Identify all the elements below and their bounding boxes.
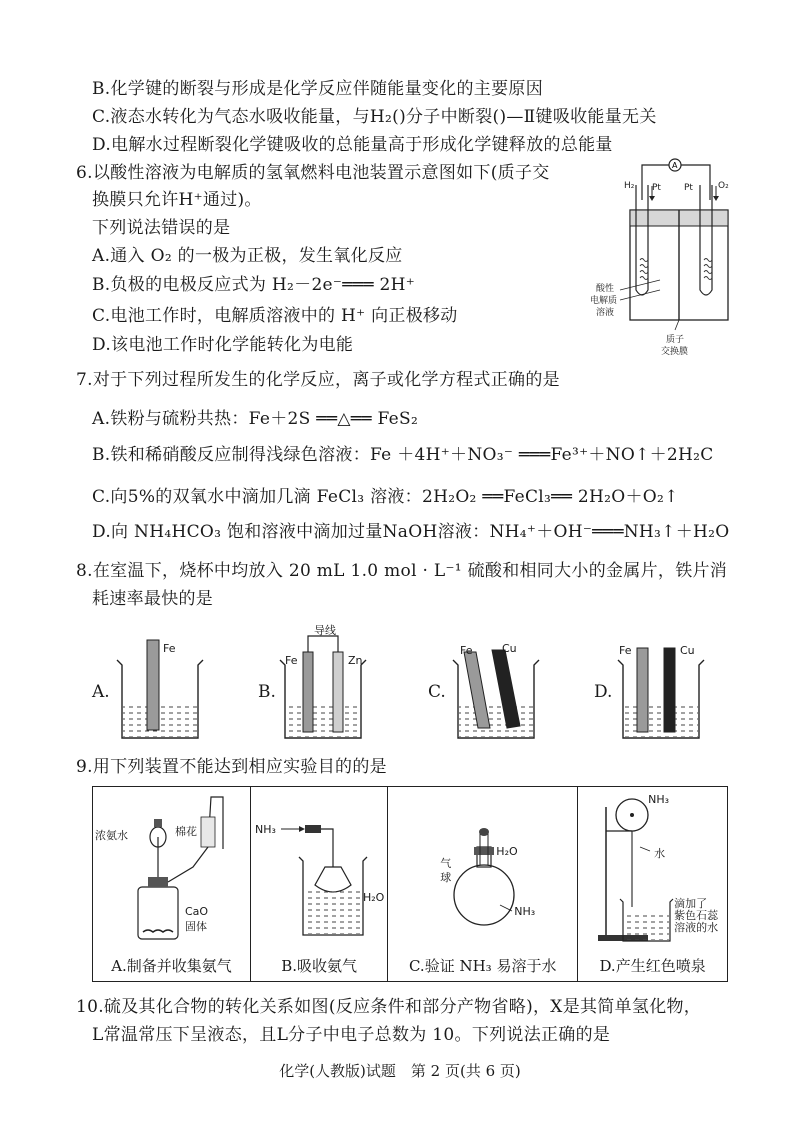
beaker-b-label: B.	[258, 682, 276, 702]
q9-cell-c	[388, 787, 578, 982]
beaker-b-fe-label: Fe	[285, 654, 298, 667]
fig-a-cotton-label: 棉花	[175, 825, 197, 838]
fig-a-ammonia-label: 浓氨水	[95, 829, 128, 842]
fuel-cell-pt-right-label: Pt	[684, 183, 693, 193]
caption-a: A.制备并收集氨气	[111, 957, 232, 975]
fuel-cell-pt-left-label: Pt	[652, 183, 661, 193]
q7-stem: 7.对于下列过程所发生的化学反应，离子或化学方程式正确的是	[76, 370, 560, 390]
beaker-c-cu-label: Cu	[502, 642, 517, 655]
q6-option-b: B.负极的电极反应式为 H₂－2e⁻═══ 2H⁺	[92, 275, 416, 295]
q5-option-d: D.电解水过程断裂化学键吸收的总能量高于形成化学键释放的总能量	[92, 135, 613, 155]
fig-c-nh3-label: NH₃	[514, 905, 536, 918]
fuel-cell-membrane-label-2: 交换膜	[661, 347, 689, 357]
q7-option-a: A.铁粉与硫粉共热：Fe＋2S ══△══ FeS₂	[92, 409, 419, 429]
fig-c-water-label: H₂O	[496, 845, 518, 858]
beaker-d-fe-label: Fe	[619, 644, 632, 657]
q9-cell-a	[93, 787, 251, 982]
fig-d-nh3-label: NH₃	[648, 793, 670, 806]
fuel-cell-diagram	[560, 150, 740, 350]
fig-c-balloon-label-1: 气	[440, 857, 452, 870]
q7-option-c: C.向5%的双氧水中滴加几滴 FeCl₃ 溶液：2H₂O₂ ══FeCl₃══ 2H₂O＋O₂↑	[92, 487, 679, 507]
q9-cell-b	[250, 787, 387, 982]
beaker-d-label: D.	[594, 682, 613, 702]
q7-option-d: D.向 NH₄HCO₃ 饱和溶液中滴加过量NaOH溶液：NH₄⁺＋OH⁻═══NH₃↑＋H₂O	[92, 522, 730, 542]
apparatus-b-drawing	[251, 787, 389, 951]
q9-cell-d	[578, 787, 728, 982]
q10-stem-line1: 10.硫及其化合物的转化关系如图(反应条件和部分产物省略)，X是其简单氢化物，	[76, 997, 702, 1017]
fig-a-solid-label: 固体	[185, 920, 207, 933]
fig-d-litmus-label-3: 溶液的水	[674, 921, 719, 934]
q10-stem-line2: L常温常压下呈液态，且L分子中电子总数为 10。下列说法正确的是	[92, 1025, 611, 1045]
page-footer: 化学(人教版)试题 第 2 页(共 6 页)	[279, 1062, 521, 1080]
fuel-cell-electrolyte-label-1: 酸性	[596, 284, 615, 294]
fuel-cell-o2-label: O₂	[718, 181, 729, 191]
wire-label: 导线	[314, 624, 336, 637]
fig-a-cao-label: CaO	[185, 905, 209, 918]
fuel-cell-h2-label: H₂	[624, 181, 635, 191]
fig-d-litmus-label-2: 紫色石蕊	[674, 909, 719, 922]
apparatus-a-drawing	[93, 787, 251, 951]
apparatus-c-drawing	[388, 787, 578, 951]
beaker-a-label: A.	[92, 682, 110, 702]
fuel-cell-membrane-label-1: 质子	[666, 335, 685, 345]
caption-d: D.产生红色喷泉	[599, 957, 706, 975]
q9-apparatus-table	[92, 786, 728, 982]
beaker-d-cu-label: Cu	[680, 644, 695, 657]
fig-c-balloon-label-2: 球	[440, 871, 452, 884]
beaker-a	[117, 640, 203, 738]
beaker-b	[280, 636, 366, 738]
fig-b-nh3-label: NH₃	[254, 823, 276, 836]
beaker-c-label: C.	[428, 682, 446, 702]
fig-d-litmus-label-1: 滴加了	[674, 897, 708, 910]
beaker-a-fe-label: Fe	[163, 642, 176, 655]
q5-option-b: B.化学键的断裂与形成是化学反应伴随能量变化的主要原因	[92, 79, 543, 99]
q7-option-b: B.铁和稀硝酸反应制得浅绿色溶液：Fe ＋4H⁺＋NO₃⁻ ═══Fe³⁺＋NO↑＋2H₂C	[92, 445, 714, 465]
q9-stem: 9.用下列装置不能达到相应实验目的的是	[76, 757, 387, 777]
beaker-b-zn-label: Zn	[348, 654, 363, 667]
q6-option-a: A.通入 O₂ 的一极为正极，发生氧化反应	[92, 246, 403, 266]
q6-option-d: D.该电池工作时化学能转化为电能	[92, 335, 354, 355]
beaker-c-fe-label: Fe	[460, 644, 473, 657]
caption-b: B.吸收氨气	[281, 957, 358, 975]
q6-stem-line2: 换膜只允许H⁺通过)。	[92, 190, 262, 210]
caption-c: C.验证 NH₃ 易溶于水	[408, 957, 557, 975]
fuel-cell-electrolyte-label-2: 电解质	[590, 296, 618, 306]
beaker-c	[453, 650, 539, 738]
q8-stem-line2: 耗速率最快的是	[92, 589, 214, 609]
fig-d-water-label: 水	[654, 847, 666, 860]
q6-stem-line1: 6.以酸性溶液为电解质的氢氧燃料电池装置示意图如下(质子交	[76, 163, 550, 183]
q6-question: 下列说法错误的是	[92, 218, 231, 238]
q6-option-c: C.电池工作时，电解质溶液中的 H⁺ 向正极移动	[92, 306, 458, 326]
svg-text:A: A	[672, 161, 678, 170]
fig-b-water-label: H₂O	[362, 891, 385, 904]
q5-option-c: C.液态水转化为气态水吸收能量，与H₂()分子中断裂()—Ⅱ键吸收能量无关	[92, 107, 657, 127]
fuel-cell-electrolyte-label-3: 溶液	[596, 308, 615, 318]
beaker-d	[618, 648, 704, 738]
q8-beakers	[0, 620, 800, 750]
q8-stem-line1: 8.在室温下，烧杯中均放入 20 mL 1.0 mol · L⁻¹ 硫酸和相同大小的金属片，铁片消	[76, 561, 728, 581]
